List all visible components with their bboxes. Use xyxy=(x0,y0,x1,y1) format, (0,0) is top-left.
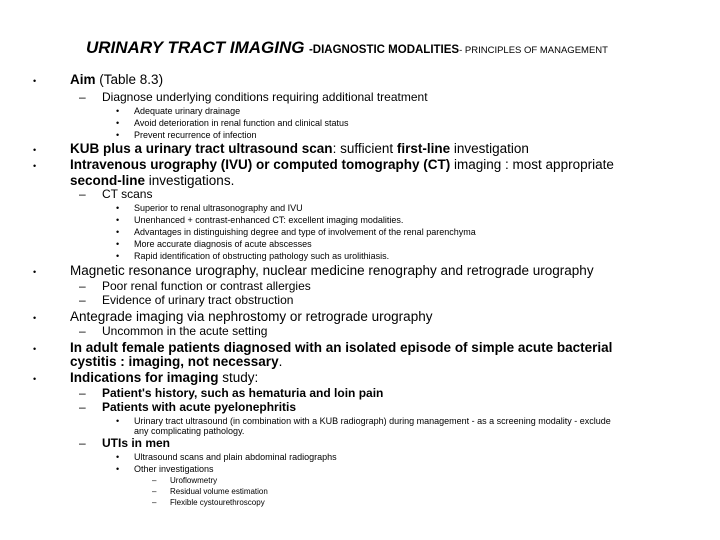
aim-item: Adequate urinary drainage xyxy=(134,106,241,116)
bullet: • xyxy=(33,76,37,86)
ivu-line2b: investigations. xyxy=(145,173,235,188)
adult-line2-text: cystitis : imaging, not necessary xyxy=(70,354,279,369)
bullet: • xyxy=(116,227,120,237)
adult-line2 xyxy=(70,354,282,369)
ct-item: More accurate diagnosis of acute abscesses xyxy=(134,239,312,249)
bullet: • xyxy=(33,267,37,277)
dash: – xyxy=(152,498,157,507)
bullet: • xyxy=(116,464,120,474)
dash: – xyxy=(152,476,157,485)
other-item: Flexible cystourethroscopy xyxy=(170,498,265,507)
adult-line1: In adult female patients diagnosed with an isolated episode of simple acute bacterial xyxy=(70,340,613,355)
ivu-line2 xyxy=(70,173,234,188)
title-sub: -DIAGNOSTIC MODALITIES xyxy=(308,44,460,56)
dash: – xyxy=(152,487,157,496)
ivu-line2a: second-line xyxy=(70,173,146,188)
dash: – xyxy=(79,293,86,307)
dash: – xyxy=(79,400,86,414)
aim-label: Aim xyxy=(70,72,96,87)
bullet: • xyxy=(33,344,37,354)
bullet: • xyxy=(116,239,120,249)
pyelo-item-line2: any complicating pathology. xyxy=(134,426,245,436)
mr-item: Poor renal function or contrast allergies xyxy=(102,279,311,293)
bullet: • xyxy=(33,161,37,171)
bullet: • xyxy=(33,374,37,384)
indications-sub: Patient's history, such as hematuria and loin pain xyxy=(102,386,384,400)
indications-bold: Indications for imaging xyxy=(70,370,219,385)
ivu-bold: Intravenous urography (IVU) or computed tomography (CT) xyxy=(70,157,451,172)
bullet: • xyxy=(116,203,120,213)
bullet: • xyxy=(116,416,120,426)
mr-line: Magnetic resonance urography, nuclear medicine renography and retrograde urography xyxy=(70,263,594,278)
ct-item: Advantages in distinguishing degree and type of involvement of the renal parenchyma xyxy=(134,227,476,237)
ct-item: Superior to renal ultrasonography and IVU xyxy=(134,203,303,213)
kub-line xyxy=(70,141,529,156)
bullet: • xyxy=(116,251,120,261)
other-item: Residual volume estimation xyxy=(170,487,268,496)
dash: – xyxy=(79,187,86,201)
bullet: • xyxy=(116,130,120,140)
bullet: • xyxy=(116,106,120,116)
dash: – xyxy=(79,90,86,104)
title-tail: - PRINCIPLES OF MANAGEMENT xyxy=(459,45,608,56)
indications-sub: Patients with acute pyelonephritis xyxy=(102,400,297,414)
aim-sub: Diagnose underlying conditions requiring additional treatment xyxy=(102,90,428,104)
bullet: • xyxy=(116,452,120,462)
aim-ref: (Table 8.3) xyxy=(99,72,164,87)
kub-mid: : sufficient xyxy=(332,141,397,156)
adult-line2-end: . xyxy=(278,354,283,369)
men-item: Other investigations xyxy=(134,464,214,474)
indications-line xyxy=(70,370,258,385)
ivu-mid: imaging : most appropriate xyxy=(450,157,614,172)
dash: – xyxy=(79,436,86,450)
bullet: • xyxy=(116,118,120,128)
dash: – xyxy=(79,279,86,293)
aim-item: Prevent recurrence of infection xyxy=(134,130,257,140)
men-item: Ultrasound scans and plain abdominal radiographs xyxy=(134,452,337,462)
ct-item: Unenhanced + contrast-enhanced CT: excellent imaging modalities. xyxy=(134,215,404,225)
indications-sub: UTIs in men xyxy=(102,436,171,450)
antegrade-item: Uncommon in the acute setting xyxy=(102,324,268,338)
bullet: • xyxy=(33,313,37,323)
other-item: Uroflowmetry xyxy=(170,476,218,485)
kub-end: investigation xyxy=(450,141,529,156)
pyelo-item-line1: Urinary tract ultrasound (in combination with a KUB radiograph) during management - as a screening modality - exclude xyxy=(134,416,611,426)
kub-bold2: first-line xyxy=(396,141,451,156)
ct-label: CT scans xyxy=(102,187,153,201)
mr-item: Evidence of urinary tract obstruction xyxy=(102,293,294,307)
ivu-line xyxy=(70,157,614,172)
indications-end: study: xyxy=(218,370,259,385)
aim-line xyxy=(70,72,163,87)
title-main: URINARY TRACT IMAGING xyxy=(86,38,305,57)
ct-item: Rapid identification of obstructing pathology such as urolithiasis. xyxy=(134,251,390,261)
dash: – xyxy=(79,324,86,338)
bullet: • xyxy=(116,215,120,225)
aim-item: Avoid deterioration in renal function and clinical status xyxy=(134,118,349,128)
bullet: • xyxy=(33,145,37,155)
kub-bold: KUB plus a urinary tract ultrasound scan xyxy=(70,141,333,156)
dash: – xyxy=(79,386,86,400)
antegrade-line: Antegrade imaging via nephrostomy or retrograde urography xyxy=(70,309,433,324)
page-title xyxy=(86,38,608,58)
